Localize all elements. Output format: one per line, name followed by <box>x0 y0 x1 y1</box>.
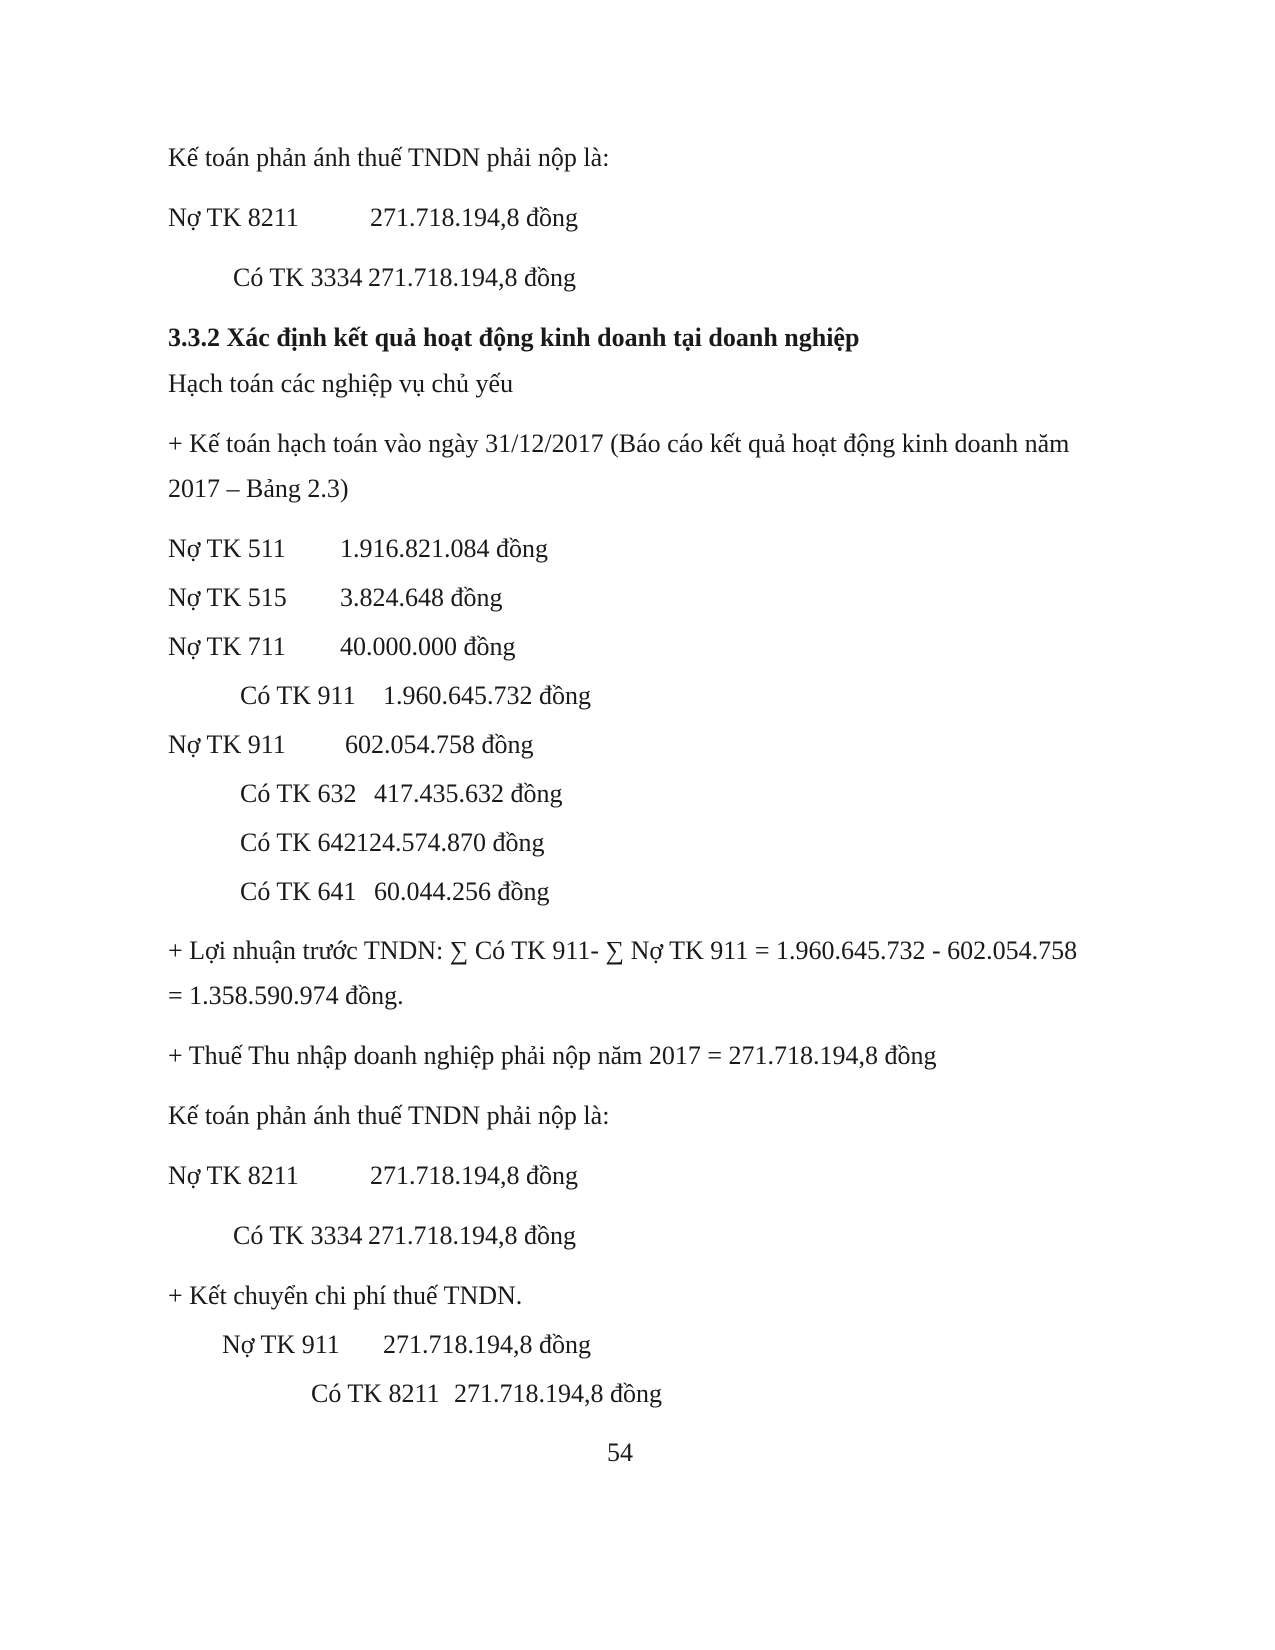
amount-value: 1.916.821.084 đồng <box>340 534 548 563</box>
account-label: Có TK 642 <box>240 828 357 857</box>
account-label: Nợ TK 911 <box>222 1330 340 1359</box>
amount-value: 271.718.194,8 đồng <box>383 1330 591 1359</box>
section-heading: 3.3.2 Xác định kết quả hoạt động kinh doanh tại doanh nghiệp <box>168 323 860 352</box>
page-number: 54 <box>607 1438 633 1467</box>
account-label: Có TK 911 <box>240 681 356 710</box>
transfer-line: + Kết chuyển chi phí thuế TNDN. <box>168 1281 523 1310</box>
profit-line-1: + Lợi nhuận trước TNDN: ∑ Có TK 911- ∑ Nợ TK 911 = 1.960.645.732 - 602.054.758 <box>168 936 1078 965</box>
amount-value: 271.718.194,8 đồng <box>454 1379 662 1408</box>
amount-value: 271.718.194,8 đồng <box>368 263 576 292</box>
subheading: Hạch toán các nghiệp vụ chủ yếu <box>168 369 514 398</box>
account-label: Nợ TK 511 <box>168 534 286 563</box>
amount-value: 602.054.758 đồng <box>345 730 534 759</box>
amount-value: 417.435.632 đồng <box>374 779 563 808</box>
note-line-2: 2017 – Bảng 2.3) <box>168 474 349 503</box>
profit-line-2: = 1.358.590.974 đồng. <box>168 981 404 1010</box>
intro-text: Kế toán phản ánh thuế TNDN phải nộp là: <box>168 1101 610 1130</box>
intro-text: Kế toán phản ánh thuế TNDN phải nộp là: <box>168 143 610 172</box>
amount-value: 124.574.870 đồng <box>356 828 545 857</box>
account-label: Nợ TK 911 <box>168 730 286 759</box>
account-label: Có TK 3334 <box>233 1221 363 1250</box>
account-label: Nợ TK 711 <box>168 632 286 661</box>
note-line-1: + Kế toán hạch toán vào ngày 31/12/2017 (Báo cáo kết quả hoạt động kinh doanh năm <box>168 429 1070 458</box>
account-label: Có TK 3334 <box>233 263 363 292</box>
account-label: Có TK 632 <box>240 779 357 808</box>
amount-value: 271.718.194,8 đồng <box>368 1221 576 1250</box>
amount-value: 271.718.194,8 đồng <box>370 203 578 232</box>
account-label: Nợ TK 8211 <box>168 203 299 232</box>
amount-value: 1.960.645.732 đồng <box>383 681 591 710</box>
account-label: Có TK 8211 <box>311 1379 440 1408</box>
account-label: Nợ TK 8211 <box>168 1161 299 1190</box>
account-label: Nợ TK 515 <box>168 583 287 612</box>
amount-value: 3.824.648 đồng <box>340 583 503 612</box>
account-label: Có TK 641 <box>240 877 357 906</box>
amount-value: 60.044.256 đồng <box>374 877 550 906</box>
amount-value: 271.718.194,8 đồng <box>370 1161 578 1190</box>
tax-line: + Thuế Thu nhập doanh nghiệp phải nộp năm 2017 = 271.718.194,8 đồng <box>168 1041 937 1070</box>
amount-value: 40.000.000 đồng <box>340 632 516 661</box>
